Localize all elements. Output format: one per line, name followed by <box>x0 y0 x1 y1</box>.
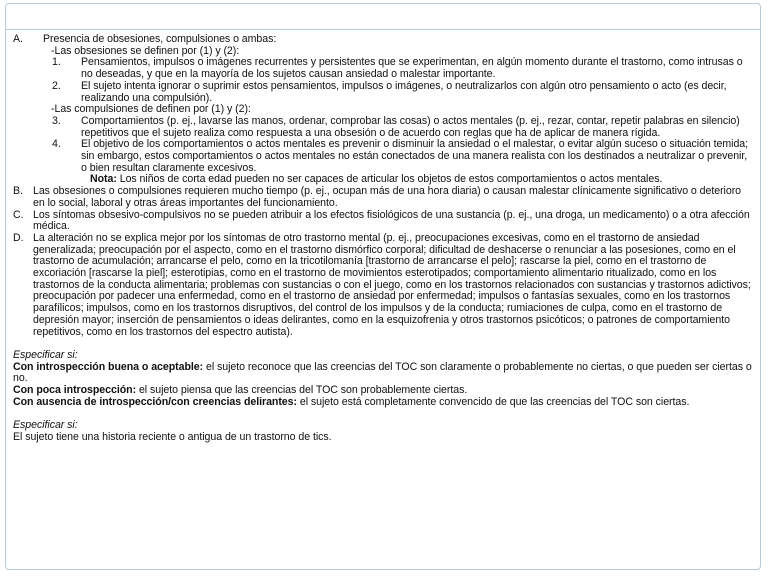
item-number: 3. <box>52 114 61 127</box>
criterion-a <box>13 34 755 46</box>
criterion-text: Presencia de obsesiones, compulsiones o ambas: <box>43 33 277 45</box>
specifier-heading: Especificar si: <box>13 419 78 432</box>
criterion-text: Los síntomas obsesivo-compulsivos no se pueden atribuir a los efectos fisiológicos de una sustancia (p. ej., una droga, un medicamento) o a otra afección médica. <box>33 208 750 233</box>
criterion-label: C. <box>13 208 24 221</box>
note-label: Nota: <box>90 173 117 186</box>
specifier-item <box>13 397 755 409</box>
specifier-term: Con poca introspección: <box>13 384 137 397</box>
list-item <box>13 81 755 104</box>
criterion-label: D. <box>13 231 24 244</box>
item-text: Comportamientos (p. ej., lavarse las manos, ordenar, comprobar las cosas) o actos mentales (p. ej., rezar, contar, repetir palabras en silencio) repetitivos que el sujeto realiza como respuesta a una obsesión o de acuerdo con reglas que ha de aplicar de manera rígida. <box>81 114 740 139</box>
criterion-d <box>13 233 755 338</box>
specifier-text: El sujeto tiene una historia reciente o antigua de un trastorno de tics. <box>13 430 332 443</box>
specifier-text: el sujeto piensa que las creencias del TOC son probablemente ciertas. <box>138 384 468 397</box>
item-number: 2. <box>52 79 61 92</box>
specifier-text: el sujeto reconoce que las creencias del TOC son claramente o probablemente no ciertas, o que pueden ser ciertas o no. <box>13 360 752 385</box>
item-number: 4. <box>52 138 61 151</box>
item-text: El sujeto intenta ignorar o suprimir estos pensamientos, impulsos o imágenes, o neutralizarlos con algún otro pensamiento o acto (es decir, realizando una compulsión). <box>81 79 727 104</box>
criterion-b <box>13 186 755 209</box>
specifier-text: el sujeto está completamente convencido de que las creencias del TOC son ciertas. <box>299 395 690 408</box>
specifier-item <box>13 362 755 385</box>
item-text: El objetivo de los comportamientos o actos mentales es prevenir o disminuir la ansiedad o el malestar, o evitar algún suceso o situación temida; sin embargo, estos comportamientos o actos mentales no están conectados de una manera realista con los destinados a neutralizar o prevenir, o bien resultan claramente excesivos. <box>81 138 749 174</box>
compulsions-intro: -Las compulsiones de definen por (1) y (2): <box>51 103 251 116</box>
specifier-heading: Especificar si: <box>13 348 78 361</box>
criterion-label: B. <box>13 185 23 198</box>
criterion-text: La alteración no se explica mejor por los síntomas de otro trastorno mental (p. ej., preocupaciones excesivas, como en el trastorno de ansiedad generalizada; preocupación por el aspecto, como en el trastorno dismórfico corporal; dificultad de deshacerse o renunciar a las posesiones, como en el trastorno de acumulación; arrancarse el pelo, como en la tricotilomanía [trastorno de arrancarse el pelo]; rascarse la piel, como en el trastorno de excoriación [rascarse la piel]; esterotipias, como en el trastorno de movimientos esterotipados; comportamiento alimentario ritualizado, como en los trastornos de la conducta alimentaria; problemas con sustancias o con el juego, como en los trastornos relacionados con sustancias y trastornos adictivos; preocupación por padecer una enfermedad, como en el trastorno de ansiedad por enfermedad; impulsos o fantasías sexuales, como en los trastornos parafílicos; impulsos, como en los trastornos disruptivos, del control de los impulsos y de la conducta; rumiaciones de culpa, como en el trastorno de depresión mayor; inserción de pensamientos o ideas delirantes, como en la esquizofrenia y otros trastornos psicóticos; o patrones de comportamiento repetitivos, como en los trastornos del espectro autista). <box>33 231 751 338</box>
specifier-term: Con introspección buena o aceptable: <box>13 360 204 373</box>
specifier-term: Con ausencia de introspección/con creencias delirantes: <box>13 395 297 408</box>
list-item <box>13 57 755 80</box>
obsessions-intro: -Las obsesiones se definen por (1) y (2): <box>51 44 240 57</box>
criterion-c <box>13 210 755 233</box>
criterion-text: Las obsesiones o compulsiones requieren mucho tiempo (p. ej., ocupan más de una hora diaria) o causan malestar clínicamente significativo o deterioro en lo social, laboral y otras áreas importantes del funcionamiento. <box>33 185 742 209</box>
item-text: Pensamientos, impulsos o imágenes recurrentes y persistentes que se experimentan, en algún momento durante el trastorno, como intrusas o no deseadas, y que en la mayoría de los sujetos causan ansiedad o malestar importante. <box>81 56 743 81</box>
list-item <box>13 116 755 139</box>
header-divider <box>5 29 761 30</box>
list-item <box>13 139 755 174</box>
criterion-label: A. <box>13 33 23 45</box>
criteria-text <box>13 34 755 444</box>
note-text: Los niños de corta edad pueden no ser capaces de articular los objetos de estos comportamientos o actos mentales. <box>119 173 663 186</box>
item-number: 1. <box>52 56 61 69</box>
